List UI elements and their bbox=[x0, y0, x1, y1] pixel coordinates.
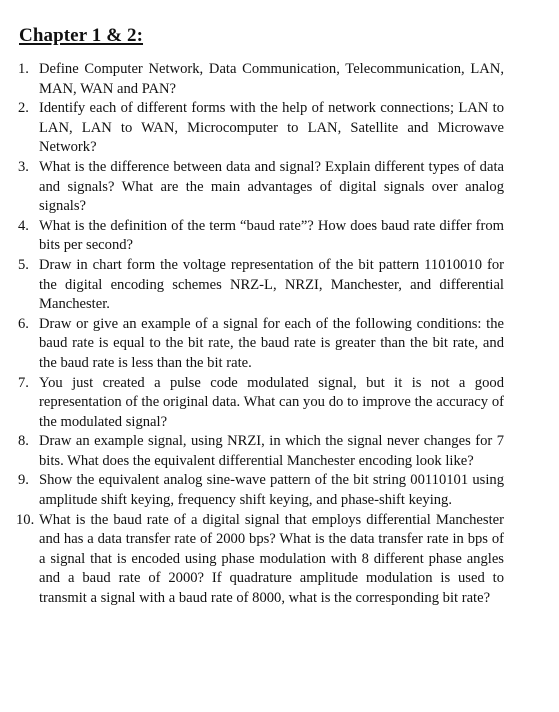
question-item-1 bbox=[0, 60, 504, 99]
question-item-4 bbox=[0, 217, 504, 256]
question-text: Show the equivalent analog sine-wave pattern of the bit string 00110101 using amplitude shift keying, frequency shift keying, and phase-shift keying. bbox=[39, 472, 504, 509]
question-item-5 bbox=[0, 256, 504, 315]
question-item-7 bbox=[0, 374, 504, 433]
question-item-6 bbox=[0, 315, 504, 374]
chapter-heading: Chapter 1 & 2: bbox=[19, 25, 144, 46]
question-text: Draw or give an example of a signal for each of the following conditions: the baud rate is equal to the bit rate, the baud rate is greater than the bit rate, and the baud rate is less than the bit rate. bbox=[39, 315, 504, 371]
question-number: 4. bbox=[18, 217, 29, 234]
question-number: 3. bbox=[18, 158, 29, 175]
question-number: 10. bbox=[16, 511, 35, 528]
question-number: 6. bbox=[18, 315, 29, 332]
question-text: You just created a pulse code modulated signal, but it is not a good representation of the original data. What can you do to improve the accuracy of the modulated signal? bbox=[39, 374, 504, 430]
question-number: 2. bbox=[18, 100, 29, 117]
question-number: 5. bbox=[18, 256, 29, 273]
question-number: 1. bbox=[18, 61, 29, 77]
question-text: Draw an example signal, using NRZI, in which the signal never changes for 7 bits. What does the equivalent differential Manchester encoding look like? bbox=[39, 433, 504, 469]
question-number: 8. bbox=[18, 433, 29, 450]
question-item-3 bbox=[0, 158, 504, 217]
question-item-10 bbox=[0, 511, 504, 609]
question-number: 9. bbox=[18, 472, 29, 489]
question-number: 7. bbox=[18, 374, 29, 391]
question-text: Identify each of different forms with the help of network connections; LAN to LAN, LAN to WAN, Microcomputer to LAN, Satellite and Microwave Network? bbox=[39, 100, 504, 156]
question-text: What is the difference between data and signal? Explain different types of data and signals? What are the main advantages of digital signals over analog signals? bbox=[39, 158, 504, 215]
question-text: What is the definition of the term “baud rate”? How does baud rate differ from bits per second? bbox=[39, 217, 504, 254]
question-list bbox=[0, 60, 504, 609]
question-text: Draw in chart form the voltage representation of the bit pattern 11010010 for the digital encoding schemes NRZ-L, NRZI, Manchester, and differential Manchester. bbox=[39, 256, 504, 313]
question-item-8 bbox=[0, 432, 504, 471]
question-text: Define Computer Network, Data Communication, Telecommunication, LAN, MAN, WAN and PAN? bbox=[39, 61, 504, 97]
question-text: What is the baud rate of a digital signal that employs differential Manchester and has a data transfer rate of 2000 bps? What is the data transfer rate in bps of a signal that is encoded using phase modulation with 8 different phase angles and a baud rate of 2000? If quadrature amplitude modulation is used to transmit a signal with a baud rate of 8000, what is the corresponding bit rate? bbox=[39, 511, 504, 607]
question-item-2 bbox=[0, 99, 504, 158]
question-item-9 bbox=[0, 471, 504, 510]
